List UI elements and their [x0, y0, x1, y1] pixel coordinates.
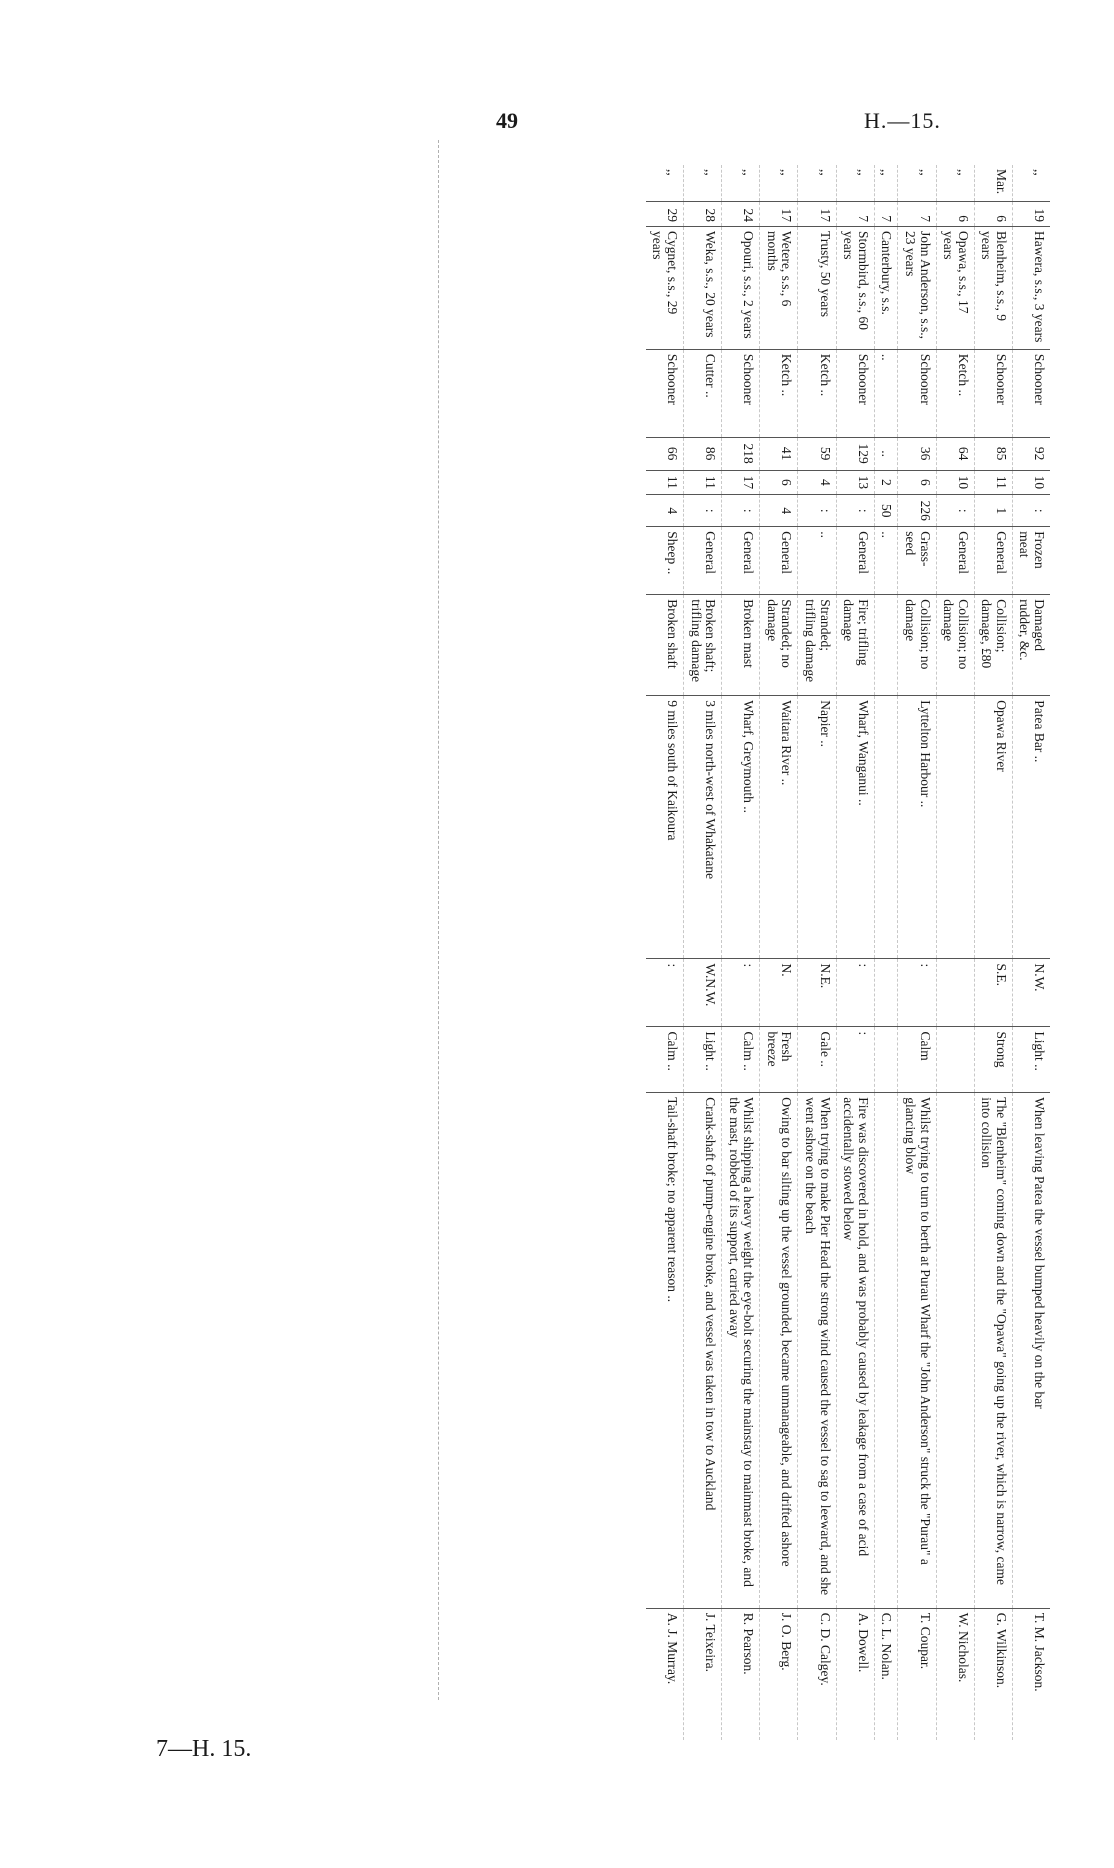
- cell-month: ,,: [646, 165, 684, 202]
- cell-tonnage: 41: [760, 437, 798, 470]
- cell-rig: Schooner: [836, 349, 874, 437]
- cell-vessel: Canterbury, s.s.: [874, 227, 898, 350]
- cell-crew: 6: [898, 470, 936, 495]
- cell-month: ,,: [684, 165, 722, 202]
- casualty-table-grid: [646, 165, 1050, 1740]
- cell-nature: Broken shaft: [646, 595, 684, 696]
- cell-tonnage: 86: [684, 437, 722, 470]
- cell-place: Wharf, Greymouth ..: [722, 696, 760, 959]
- signature-mark: 7—H. 15.: [156, 1736, 252, 1762]
- cell-place: Opawa River: [974, 696, 1012, 959]
- document-reference: H.—15.: [864, 108, 941, 133]
- cell-day: 29: [646, 202, 684, 227]
- cell-crew: 10: [1012, 470, 1050, 495]
- cell-vessel: Weka, s.s., 20 years: [684, 227, 722, 350]
- cell-wind: :: [898, 959, 936, 1027]
- table-row: [1012, 165, 1050, 1740]
- cell-rig: Schooner: [646, 349, 684, 437]
- cell-crew: 10: [936, 470, 974, 495]
- cell-force: :: [836, 1027, 874, 1093]
- cell-cargo: General: [684, 527, 722, 595]
- cell-nature: Damaged rudder, &c.: [1012, 595, 1050, 696]
- cell-tonnage: 64: [936, 437, 974, 470]
- table-row: [936, 165, 974, 1740]
- cell-day: 28: [684, 202, 722, 227]
- cell-place: [874, 696, 898, 959]
- cell-month: ,,: [760, 165, 798, 202]
- cell-crew: 11: [646, 470, 684, 495]
- cell-place: [936, 696, 974, 959]
- cell-month: ,,: [874, 165, 898, 202]
- cell-cause: Tail-shaft broke; no apparent reason ..: [646, 1093, 684, 1609]
- cell-force: Light ..: [684, 1027, 722, 1093]
- cell-rig: Ketch ..: [760, 349, 798, 437]
- cell-nature: Broken mast: [722, 595, 760, 696]
- cell-month: ,,: [798, 165, 836, 202]
- cell-day: 17: [760, 202, 798, 227]
- cell-cargo: General: [974, 527, 1012, 595]
- cell-force: Fresh breeze: [760, 1027, 798, 1093]
- cell-nature: [874, 595, 898, 696]
- cell-master: C. L. Nolan.: [879, 1612, 895, 1680]
- cell-nature: Stranded; trifling damage: [798, 595, 836, 696]
- cell-cargo: General: [836, 527, 874, 595]
- table-row: [798, 165, 836, 1740]
- cell-wind: N.W.: [1012, 959, 1050, 1027]
- cell-force: Strong: [974, 1027, 1012, 1093]
- cell-crew: 17: [722, 470, 760, 495]
- cell-passengers: :: [836, 495, 874, 527]
- cell-passengers: :: [936, 495, 974, 527]
- cell-vessel: Trusty, 50 years: [798, 227, 836, 350]
- cell-vessel: Cygnet, s.s., 29 years: [646, 227, 684, 350]
- cell-cause: Crank-shaft of pump-engine broke, and vessel was taken in tow to Auckland: [684, 1093, 722, 1609]
- cell-force: [874, 1027, 898, 1093]
- cell-rig: Ketch ..: [936, 349, 974, 437]
- cell-force: Light ..: [1012, 1027, 1050, 1093]
- cell-wind: :: [722, 959, 760, 1027]
- cell-passengers: :: [1012, 495, 1050, 527]
- cell-cause: When trying to make Pier Head the strong wind caused the vessel to sag to leeward, and she went ashore on the beach: [798, 1093, 836, 1609]
- cell-wind: N.: [760, 959, 798, 1027]
- casualty-table: [44, 165, 1050, 1740]
- cell-cargo: ..: [874, 527, 898, 595]
- cell-rig: ..: [874, 349, 898, 437]
- cell-day: 6: [936, 202, 974, 227]
- table-row: [722, 165, 760, 1740]
- cell-rig: Schooner: [722, 349, 760, 437]
- cell-place: 3 miles north-west of Whakatane: [684, 696, 722, 959]
- table-row: [760, 165, 798, 1740]
- cell-vessel: Blenheim, s.s., 9 years: [974, 227, 1012, 350]
- table-row: [974, 165, 1012, 1740]
- cell-tonnage: 85: [974, 437, 1012, 470]
- cell-cargo: General: [760, 527, 798, 595]
- cell-day: 7: [874, 202, 898, 227]
- cell-cargo: Frozen meat: [1012, 527, 1050, 595]
- cell-day: 7: [836, 202, 874, 227]
- cell-master: A. Dowell.: [855, 1612, 871, 1673]
- cell-rig: Cutter ..: [684, 349, 722, 437]
- cell-force: Gale ..: [798, 1027, 836, 1093]
- cell-tonnage: ..: [874, 437, 898, 470]
- cell-day: 7: [898, 202, 936, 227]
- cell-month: ,,: [722, 165, 760, 202]
- cell-day: 19: [1012, 202, 1050, 227]
- cell-place: Patea Bar ..: [1012, 696, 1050, 959]
- cell-cargo: General: [722, 527, 760, 595]
- cell-wind: [936, 959, 974, 1027]
- cell-passengers: :: [798, 495, 836, 527]
- cell-tonnage: 218: [722, 437, 760, 470]
- cell-crew: 6: [760, 470, 798, 495]
- table-row: [646, 165, 684, 1740]
- cell-vessel: Opouri, s.s., 2 years: [722, 227, 760, 350]
- cell-crew: 2: [874, 470, 898, 495]
- cell-month: ,,: [898, 165, 936, 202]
- cell-vessel: Stormbird, s.s., 60 years: [836, 227, 874, 350]
- cell-force: Calm ..: [646, 1027, 684, 1093]
- cell-place: Wharf, Wanganui ..: [836, 696, 874, 959]
- cell-crew: 13: [836, 470, 874, 495]
- cell-force: Calm: [898, 1027, 936, 1093]
- cell-force: Calm ..: [722, 1027, 760, 1093]
- cell-master: A. J. Murray.: [665, 1612, 681, 1685]
- cell-rig: Schooner: [898, 349, 936, 437]
- cell-crew: 4: [798, 470, 836, 495]
- cell-place: Lyttelton Harbour ..: [898, 696, 936, 959]
- cell-passengers: 4: [646, 495, 684, 527]
- cell-tonnage: 36: [898, 437, 936, 470]
- cell-nature: Collision; no damage: [936, 595, 974, 696]
- cell-master: C. D. Calgey.: [817, 1612, 833, 1686]
- cell-place: Napier ..: [798, 696, 836, 959]
- cell-master: T. M. Jackson.: [1032, 1612, 1047, 1692]
- cell-tonnage: 59: [798, 437, 836, 470]
- table-row: [898, 165, 936, 1740]
- cell-passengers: 50: [874, 495, 898, 527]
- cell-cause: Whilst trying to turn to berth at Purau Wharf the "John Anderson" struck the "Purau" a glancing blow: [898, 1093, 936, 1609]
- cell-master: R. Pearson.: [741, 1612, 757, 1675]
- cell-master: W. Nicholas.: [955, 1612, 971, 1683]
- cell-master: J. Teixeira.: [703, 1612, 719, 1672]
- cell-cargo: ..: [798, 527, 836, 595]
- cell-wind: :: [836, 959, 874, 1027]
- cell-nature: Stranded; no damage: [760, 595, 798, 696]
- cell-cause: When leaving Patea the vessel bumped heavily on the bar: [1012, 1093, 1050, 1609]
- cell-cause: The "Blenheim" coming down and the "Opawa" going up the river, which is narrow, came into collision: [974, 1093, 1012, 1609]
- cell-tonnage: 129: [836, 437, 874, 470]
- cell-nature: Fire; trifling damage: [836, 595, 874, 696]
- cell-cause: [874, 1093, 898, 1609]
- cell-vessel: Wetere, s.s., 6 months: [760, 227, 798, 350]
- cell-master: J. O. Berg.: [779, 1612, 795, 1671]
- cell-cargo: Sheep ..: [646, 527, 684, 595]
- table-row: [874, 165, 898, 1740]
- page-number: 49: [496, 108, 518, 133]
- cell-nature: Broken shaft; trifling damage: [684, 595, 722, 696]
- cell-month: ,,: [836, 165, 874, 202]
- cell-month: ,,: [1012, 165, 1050, 202]
- table-row: [836, 165, 874, 1740]
- cell-place: Waitara River ..: [760, 696, 798, 959]
- cell-passengers: :: [722, 495, 760, 527]
- cell-vessel: John Anderson, s.s., 23 years: [898, 227, 936, 350]
- cell-day: 6: [974, 202, 1012, 227]
- cell-wind: S.E.: [974, 959, 1012, 1027]
- cell-master: G. Wilkinson.: [993, 1612, 1009, 1689]
- cell-cause: Whilst shipping a heavy weight the eye-bolt securing the mainstay to mainmast broke, and the mast, robbed of its support, carried away: [722, 1093, 760, 1609]
- cell-crew: 11: [684, 470, 722, 495]
- cell-cause: Fire was discovered in hold, and was probably caused by leakage from a case of acid accidentally stowed below: [836, 1093, 874, 1609]
- cell-rig: Schooner: [1012, 349, 1050, 437]
- cell-vessel: Hawera, s.s., 3 years: [1012, 227, 1050, 350]
- cell-passengers: 1: [974, 495, 1012, 527]
- cell-passengers: 4: [760, 495, 798, 527]
- cell-wind: [874, 959, 898, 1027]
- cell-day: 17: [798, 202, 836, 227]
- cell-rig: Ketch ..: [798, 349, 836, 437]
- cell-month: ,,: [936, 165, 974, 202]
- cell-master: T. Coupar.: [917, 1612, 933, 1670]
- cell-nature: Collision; damage, £80: [974, 595, 1012, 696]
- cell-vessel: Opawa, s.s., 17 years: [936, 227, 974, 350]
- cell-tonnage: 66: [646, 437, 684, 470]
- cell-wind: N.E.: [798, 959, 836, 1027]
- cell-rig: Schooner: [974, 349, 1012, 437]
- table-row: [684, 165, 722, 1740]
- cell-passengers: :: [684, 495, 722, 527]
- cell-day: 24: [722, 202, 760, 227]
- cell-force: [936, 1027, 974, 1093]
- cell-passengers: 226: [898, 495, 936, 527]
- table-body: [646, 165, 1050, 1740]
- cell-wind: W.N.W.: [684, 959, 722, 1027]
- cell-cause: Owing to bar silting up the vessel grounded, became unmanageable, and drifted ashore: [760, 1093, 798, 1609]
- cell-crew: 11: [974, 470, 1012, 495]
- cell-cause: [936, 1093, 974, 1609]
- cell-month: Mar.: [974, 165, 1012, 202]
- cell-cargo: General: [936, 527, 974, 595]
- cell-cargo: Grass-seed: [898, 527, 936, 595]
- cell-nature: Collision; no damage: [898, 595, 936, 696]
- cell-wind: :: [646, 959, 684, 1027]
- cell-tonnage: 92: [1012, 437, 1050, 470]
- cell-place: 9 miles south of Kaikoura: [646, 696, 684, 959]
